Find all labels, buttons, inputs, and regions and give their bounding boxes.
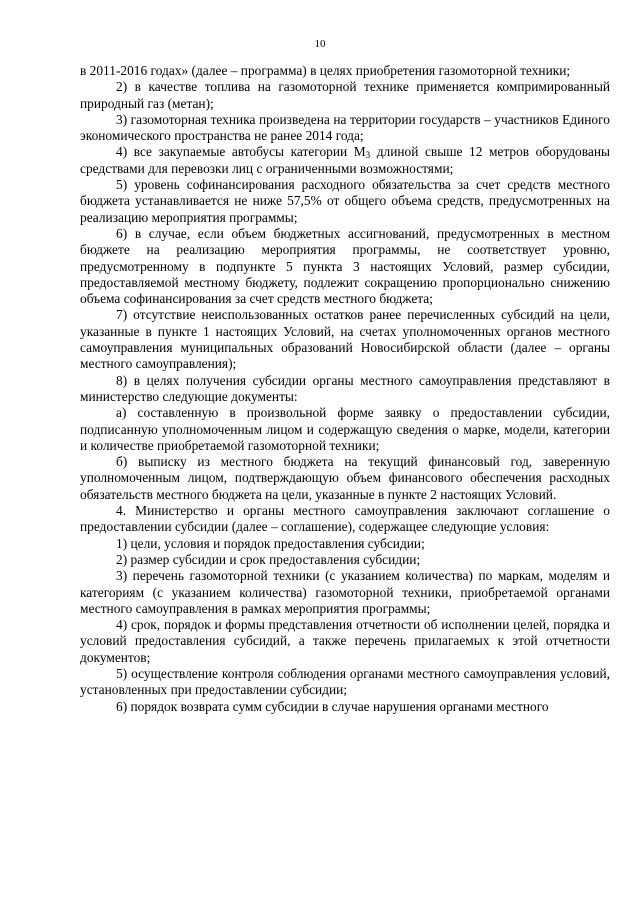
paragraph-item-6: 6) в случае, если объем бюджетных ассигнований, предусмотренных в местном бюджете на реализацию мероприятия программы, не соответствует уровню, предусмотренному в подпункте 5 пункта 3 настоящих Условий, размер субсидии, предоставляемой местному бюджету, подлежит сокращению пропорционально снижению объема софинансирования за счет средств местного бюджета; bbox=[80, 225, 610, 307]
paragraph-item-4-start: 4) все закупаемые автобусы категории М bbox=[116, 144, 366, 160]
category-subscript: 3 bbox=[365, 150, 371, 161]
condition-item-3: 3) перечень газомоторной техники (с указанием количества) по маркам, моделям и категориям (с указанием количества) газомоторной техники, приобретаемой органами местного самоуправления в рамках мероприятия программы; bbox=[80, 568, 610, 616]
condition-item-6: 6) порядок возврата сумм субсидии в случае нарушения органами местного bbox=[116, 698, 549, 714]
condition-item-4: 4) срок, порядок и формы представления отчетности об исполнении целей, порядка и условий предоставления субсидий, а также перечень прилагаемых к этой отчетности документов; bbox=[80, 617, 610, 665]
paragraph-subitem-a: а) составленную в произвольной форме заявку о предоставлении субсидии, подписанную уполномоченным лицом и содержащую сведения о марке, модели, категории и количестве приобретаемой газомоторной техники; bbox=[80, 405, 610, 453]
paragraph-item-5: 5) уровень софинансирования расходного обязательства за счет средств местного бюджета устанавливается не ниже 57,5% от общего объема средств, предусмотренных на реализацию мероприятия программы; bbox=[80, 177, 610, 225]
paragraph-item-2: 2) в качестве топлива на газомоторной технике применяется компримированный природный газ (метан); bbox=[80, 79, 610, 111]
paragraph-item-7: 7) отсутствие неиспользованных остатков ранее перечисленных субсидий на цели, указанные в пункте 1 настоящих Условий, на счетах уполномоченных органов местного самоуправления муниципальных образований Новосибирской области (далее – органы местного самоуправления); bbox=[80, 307, 610, 372]
paragraph-continuation: в 2011-2016 годах» (далее – программа) в целях приобретения газомоторной техники; bbox=[80, 63, 571, 78]
document-body bbox=[80, 63, 610, 715]
condition-item-5: 5) осуществление контроля соблюдения органами местного самоуправления условий, установленных при предоставлении субсидии; bbox=[80, 665, 610, 698]
paragraph-item-4-end: длиной свыше 12 метров оборудованы средствами для перевозки лиц с ограниченными возможностями; bbox=[80, 144, 610, 176]
paragraph-subitem-b: б) выписку из местного бюджета на текущий финансовый год, заверенную уполномоченным лицом, подтверждающую объем финансового обеспечения расходных обязательств местного бюджета на цели, указанные в пункте 2 настоящих Условий. bbox=[80, 454, 610, 502]
paragraph-item-3: 3) газомоторная техника произведена на территории государств – участников Единого экономического пространства не ранее 2014 года; bbox=[80, 111, 610, 144]
condition-item-2: 2) размер субсидии и срок предоставления субсидии; bbox=[116, 551, 421, 567]
paragraph-item-4 bbox=[80, 144, 610, 177]
paragraph-item-8: 8) в целях получения субсидии органы местного самоуправления представляют в министерство следующие документы: bbox=[80, 372, 610, 404]
paragraph-section-4: 4. Министерство и органы местного самоуправления заключают соглашение о предоставлении субсидии (далее – соглашение), содержащее следующие условия: bbox=[80, 503, 610, 535]
page-number: 10 bbox=[314, 38, 326, 50]
condition-item-1: 1) цели, условия и порядок предоставления субсидии; bbox=[116, 535, 425, 551]
